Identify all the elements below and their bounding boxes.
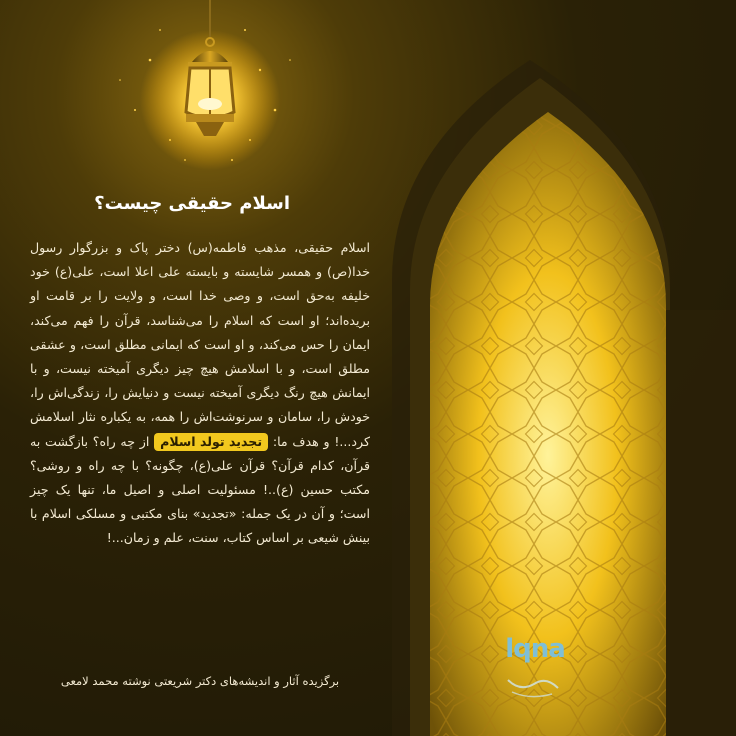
highlight-phrase: تجدید تولد اسلام bbox=[154, 433, 268, 451]
source-credit: برگزیده آثار و اندیشه‌های دکتر شریعتی نوشته محمد لامعی bbox=[60, 674, 340, 688]
logo-text: lqna bbox=[505, 634, 565, 664]
body-text-part-1: اسلام حقیقی، مذهب فاطمه(س) دختر پاک و بزرگوار رسول خدا(ص) و همسر شایسته و بایسته علی اعلا است، علی(ع) خود خلیفه به‌حق است، و وصی خدا است، و ولایت را بر قامت او بریده‌اند؛ او است که اسلام را می‌شناسد، قرآن را فهم می‌کند، ایمان را حس می‌کند، و او است که ایمانی مطلق است، و عشقی مطلق است، و با اسلامش هیچ چیز دیگری آمیخته نیست، و با ایمانش هیچ رنگ دیگری آمیخته نیست و دنیایش را، زندگی‌اش را، خودش را، سامان و سرنوشت‌اش را همه، به یکباره نثار اسلامش کرد...! و هدف ما: bbox=[30, 240, 370, 449]
page-title: اسلام حقیقی چیست؟ bbox=[94, 193, 290, 214]
lantern-illustration bbox=[140, 0, 280, 170]
body-paragraph bbox=[30, 236, 370, 551]
body-text-part-2: از چه راه؟ بازگشت به قرآن، کدام قرآن؟ قرآن علی(ع)، چگونه؟ با چه راه و روشی؟ مکتب حسین (ع)..! مسئولیت اصلی و اصیل ما، تنها یک چیز است؛ و آن در یک جمله: «تجدید» بنای مکتبی و مسلکی اسلام با بینش شیعی بر اساس کتاب، سنت، علم و زمان...! bbox=[30, 433, 370, 546]
